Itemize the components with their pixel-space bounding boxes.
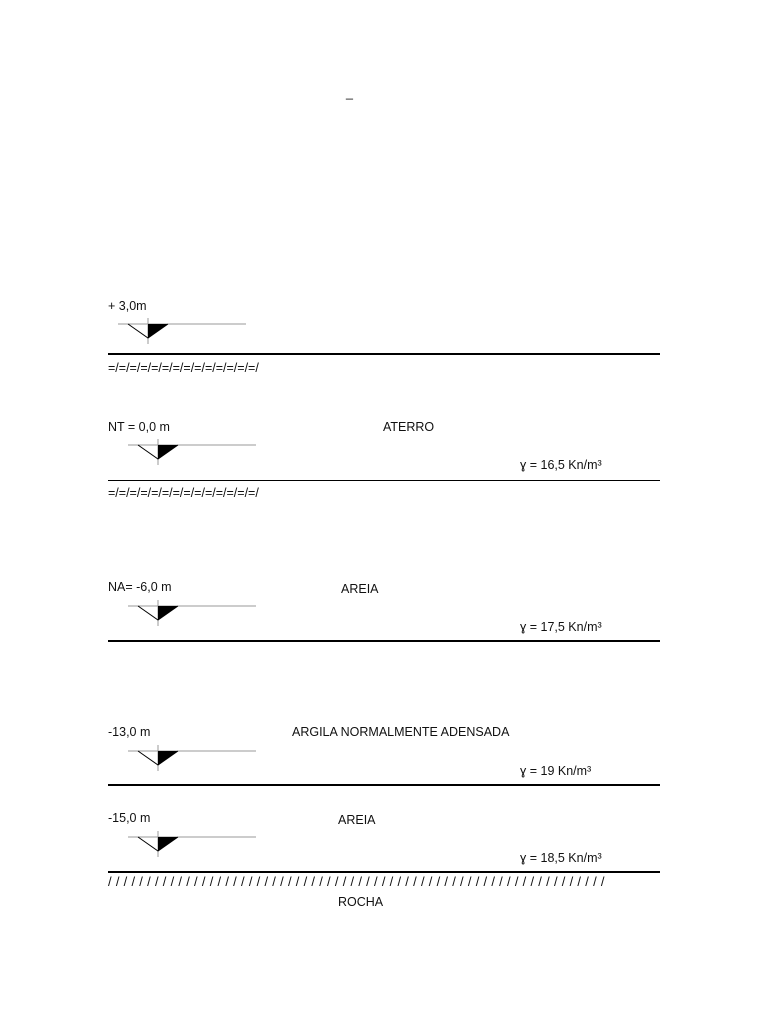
elevation-label-minus13: -13,0 m: [108, 725, 151, 739]
layer-label-argila: ARGILA NORMALMENTE ADENSADA: [292, 725, 510, 739]
water-level-marker-icon: [128, 439, 268, 469]
water-level-marker-icon: [128, 745, 268, 775]
rock-hatch: / / / / / / / / / / / / / / / / / / / / / / / / / / / / / / / / / / / / / / / / / / / / / / / / / / / / / / / / / / / / / / / /: [108, 874, 605, 889]
layer-label-aterro: ATERRO: [383, 420, 435, 434]
water-level-marker-icon: [128, 600, 268, 630]
ground-hatch-1: =/=/=/=/=/=/=/=/=/=/=/=/=/=/: [108, 361, 259, 375]
layer-boundary-2: [108, 640, 660, 642]
elevation-label-nt: NT = 0,0 m: [108, 420, 170, 434]
gamma-label-areia-2: ɣ = 18,5 Kn/m³: [520, 851, 602, 865]
top-mark: _: [346, 86, 353, 100]
layer-boundary-1: [108, 480, 660, 481]
gamma-label-areia-1: ɣ = 17,5 Kn/m³: [520, 620, 602, 634]
layer-label-areia-2: AREIA: [338, 813, 376, 827]
bedrock-label: ROCHA: [338, 895, 384, 909]
ground-hatch-2: =/=/=/=/=/=/=/=/=/=/=/=/=/=/: [108, 486, 259, 500]
water-level-marker-icon: [118, 318, 258, 348]
bedrock-boundary: [108, 871, 660, 873]
gamma-label-argila: ɣ = 19 Kn/m³: [520, 764, 592, 778]
elevation-label-na: NA= -6,0 m: [108, 580, 172, 594]
gamma-label-aterro: ɣ = 16,5 Kn/m³: [520, 458, 602, 472]
layer-boundary-3: [108, 784, 660, 786]
water-level-marker-icon: [128, 831, 268, 861]
ground-line-1: [108, 353, 660, 355]
layer-label-areia-1: AREIA: [341, 582, 379, 596]
elevation-label-plus3: + 3,0m: [108, 299, 147, 313]
elevation-label-minus15: -15,0 m: [108, 811, 151, 825]
